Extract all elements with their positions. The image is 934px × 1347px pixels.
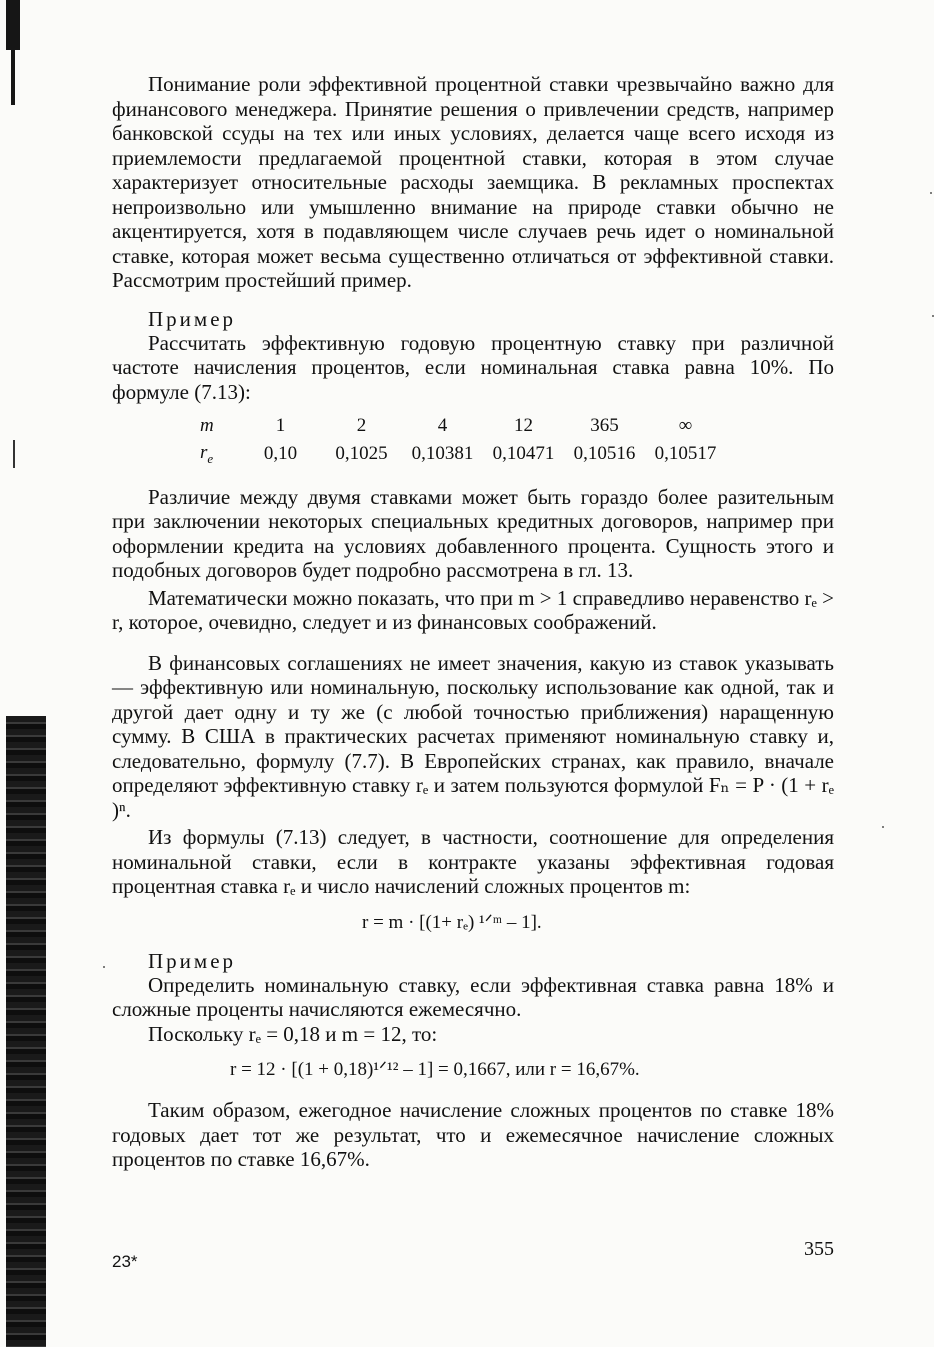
row-label-sub: e xyxy=(207,450,214,466)
table-row xyxy=(200,440,726,469)
table-cell: 0,1025 xyxy=(335,443,388,465)
table-cell: 365 xyxy=(590,415,619,436)
scan-edge-mark xyxy=(6,716,46,1347)
paragraph: Понимание роли эффективной процентной ставки чрезвычайно важно для финансового менеджера. Принятие решения о привлечении средств, например банковской ссуды на тех или иных условиях, делается чаще всего исходя из приемлемости предлагаемой процентной ставки, которая в этом случае характеризует относительные расходы заемщика. В рекламных проспектах непроизвольно или умышленно внимание на природе ставки обычно не акцентируется, хотя в подавляющем числе случаев речь идет о номинальной ставке, которая может весьма существенно отличаться от эффективной ставки. Рассмотрим простейший пример. xyxy=(112,72,834,292)
paragraph: Математически можно показать, что при m > 1 справедливо неравенство rₑ > r, которое, очевидно, следует и из финансовых соображений. xyxy=(112,585,834,635)
paragraph: Различие между двумя ставками может быть гораздо более разительным при заключении некоторых специальных кредитных договоров, например при оформлении кредита на условиях добавленного процента. Сущность этого и подобных договоров будет подробно рассмотрена в гл. 13. xyxy=(112,484,834,583)
table-cell: 0,10381 xyxy=(411,443,474,465)
table-row xyxy=(200,412,726,440)
example-heading: Пример xyxy=(148,306,237,331)
rate-table xyxy=(200,412,726,469)
signature-mark: 23* xyxy=(112,1252,138,1271)
row-label: m xyxy=(200,415,214,436)
scan-speck xyxy=(930,192,932,194)
example-heading: Пример xyxy=(148,948,237,973)
row-label xyxy=(200,440,240,469)
table-cell: 0,10 xyxy=(263,443,298,465)
row-label-main: r xyxy=(200,442,208,463)
table-cell: 0,10516 xyxy=(573,443,636,465)
table-cell: 4 xyxy=(437,415,448,436)
table-cell: 2 xyxy=(356,415,367,436)
table-cell: 0,10517 xyxy=(654,443,717,465)
table-cell: ∞ xyxy=(678,415,693,436)
scan-edge-mark xyxy=(6,0,20,50)
page-text xyxy=(112,72,834,1172)
formula: r = m · [(1+ rₑ) ¹ᐟᵐ – 1]. xyxy=(362,911,542,933)
example-text: Рассчитать эффективную годовую процентную ставку при различной частоте начисления процентов, если номинальная ставка равна 10%. По формуле (7.13): xyxy=(112,330,834,404)
table-cell: 1 xyxy=(275,415,286,436)
example-given: Поскольку rₑ = 0,18 и m = 12, то: xyxy=(148,1021,438,1046)
paragraph: Из формулы (7.13) следует, в частности, соотношение для определения номинальной ставки, если в контракте указаны эффективная годовая процентная ставка rₑ и число начислений сложных процентов m: xyxy=(112,825,834,899)
table-cell: 0,10471 xyxy=(492,443,555,465)
paragraph: Таким образом, ежегодное начисление сложных процентов по ставке 18% годовых дает тот же результат, что и ежемесячное начисление сложных процентов по ставке 16,67%. xyxy=(112,1098,834,1172)
scan-edge-mark xyxy=(11,50,15,105)
formula: r = 12 · [(1 + 0,18)¹ᐟ¹² – 1] = 0,1667, или r = 16,67%. xyxy=(230,1059,640,1081)
scan-edge-mark xyxy=(13,440,15,468)
scan-speck xyxy=(103,966,105,968)
paragraph: В финансовых соглашениях не имеет значения, какую из ставок указывать — эффективную или номинальную, поскольку использование как одной, так и другой дает одну и ту же (с любой точностью приближения) наращенную сумму. В США в практических расчетах применяют номинальную ставку и, следовательно, формулу (7.7). В Европейских странах, как правило, вначале определяют эффективную ставку rₑ и затем пользуются формулой Fₙ = P · (1 + rₑ )ⁿ. xyxy=(112,650,834,822)
scan-speck xyxy=(882,826,884,828)
table-cell: 12 xyxy=(514,415,533,436)
page-number: 355 xyxy=(804,1238,834,1260)
example-text: Определить номинальную ставку, если эффективная ставка равна 18% и сложные проценты начисляются ежемесячно. xyxy=(112,972,834,1022)
